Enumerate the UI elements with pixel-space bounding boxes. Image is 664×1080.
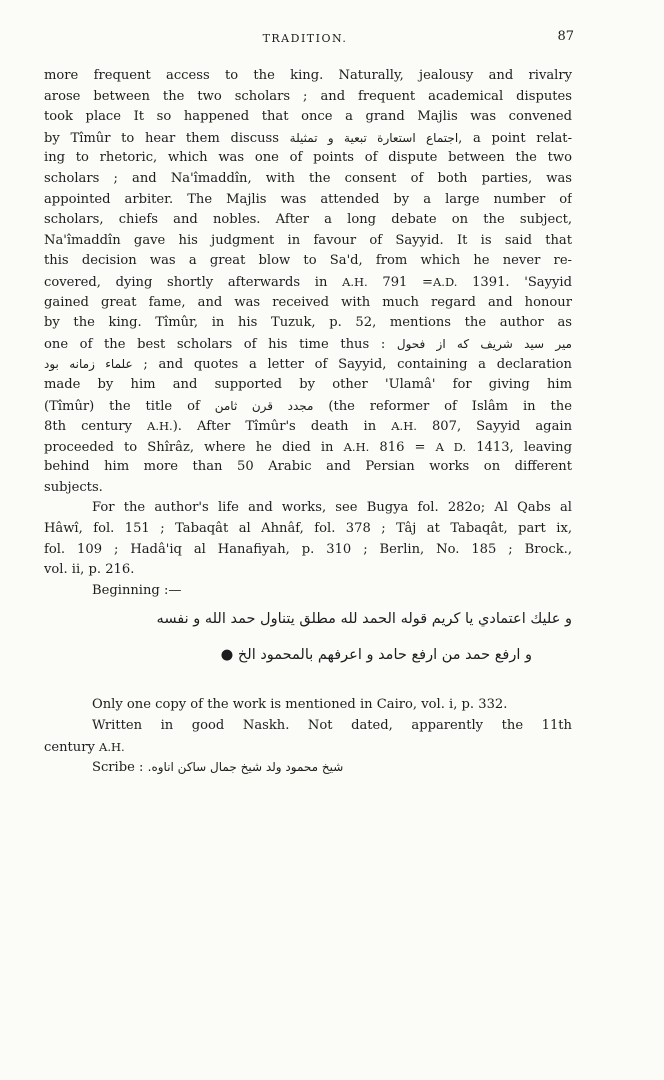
text-span: by Tîmûr to hear them discuss — [44, 130, 279, 146]
text-line: scholars ; and Na'îmaddîn, with the consent of both parties, was — [44, 170, 572, 186]
text-span: ). After Tîmûr's death in — [172, 419, 392, 435]
text-span: (the reformer of Islâm in the — [313, 398, 572, 414]
era-abbrev: A.H. — [99, 739, 125, 754]
era-abbrev: A.H. — [342, 274, 368, 289]
paragraph-references — [44, 498, 572, 580]
arabic-phrase: اجتماع استعارة تبعية و تمثيلة — [289, 130, 459, 145]
text-line — [44, 437, 572, 458]
text-line: by the king. Tîmûr, in his Tuzuk, p. 52, mentions the author as — [44, 315, 572, 331]
text-span: covered, dying shortly afterwards in — [44, 274, 328, 290]
text-span: (Tîmûr) the title of — [44, 398, 200, 414]
text-line: Hâwî, fol. 151 ; Tabaqât al Ahnâf, fol. 378 ; Tâj at Tabaqât, part ix, — [44, 521, 572, 537]
text-span: one of the best scholars of his time thus : — [44, 336, 386, 352]
text-line: For the author's life and works, see Bugya fol. 282o; Al Qabs al — [92, 500, 572, 516]
text-line: made by him and supported by other 'Ulamâ' for giving him — [44, 376, 572, 392]
text-line: subjects. — [44, 479, 103, 495]
scribe-line — [44, 757, 572, 778]
era-abbrev: A D. — [435, 439, 467, 454]
paragraph-biography — [44, 66, 572, 498]
text-line: took place It so happened that once a grand Majlis was convened — [44, 109, 572, 125]
text-line: behind him more than 50 Arabic and Persian works on different — [44, 459, 572, 475]
arabic-line: و ارفع حمد من ارفع حامد و اعرفهم بالمحمود الخ ● — [220, 647, 532, 664]
text-span: ; and quotes a letter of Sayyid, containing a declaration — [132, 357, 572, 373]
arabic-line: و عليك اعتمادي يا كريم قوله الحمد لله مطلق يتناول حمد الله و نفسه — [156, 611, 572, 628]
scribe-label: Scribe : — [92, 760, 144, 776]
text-span: 816 = — [369, 439, 436, 455]
text-line: this decision was a great blow to Sa'd, from which he never re- — [44, 253, 572, 269]
text-line — [44, 334, 572, 355]
text-line: arose between the two scholars ; and frequent academical disputes — [44, 88, 572, 104]
text-span: 1413, leaving — [466, 439, 572, 455]
running-title: TRADITION. — [262, 32, 348, 45]
text-line — [44, 272, 572, 293]
text-span: 807, Sayyid again — [416, 419, 572, 435]
text-line: Written in good Naskh. Not dated, apparently the 11th — [92, 718, 572, 734]
arabic-incipit — [44, 601, 572, 673]
text-line: scholars, chiefs and nobles. After a long debate on the subject, — [44, 212, 572, 228]
era-abbrev: A.H. — [391, 419, 417, 434]
text-span: 8th century — [44, 419, 148, 435]
text-line: vol. ii, p. 216. — [44, 562, 135, 578]
text-line: gained great fame, and was received with much regard and honour — [44, 294, 572, 310]
spacer — [44, 673, 572, 695]
arabic-scribe: شيخ محمود ولد شيخ جمال ساكن اناوه. — [147, 760, 344, 775]
text-line — [44, 128, 572, 149]
text-span: 1391. 'Sayyid — [457, 274, 572, 290]
era-abbrev: A.H. — [343, 439, 370, 454]
text-span: , a point relat- — [458, 130, 572, 146]
text-line: appointed arbiter. The Majlis was attended by a large number of — [44, 191, 572, 207]
text-line: more frequent access to the king. Naturally, jealousy and rivalry — [44, 68, 572, 83]
text-line: fol. 109 ; Hadâ'iq al Hanafiyah, p. 310 ; Berlin, No. 185 ; Brock., — [44, 541, 572, 557]
text-line — [44, 737, 572, 758]
paragraph-notes — [44, 695, 572, 777]
arabic-phrase: مجدد قرن ثامن — [214, 398, 314, 413]
text-line — [44, 396, 572, 417]
era-abbrev: A.H. — [147, 419, 173, 434]
text-line — [44, 354, 572, 375]
text-line — [44, 416, 572, 437]
beginning-label: Beginning :— — [92, 582, 182, 598]
era-abbrev: A.D. — [433, 274, 458, 289]
arabic-phrase: مير سيد شريف كه از فحول — [396, 336, 572, 351]
text-line: Na'îmaddîn gave his judgment in favour of Sayyid. It is said that — [44, 232, 572, 248]
body-text — [44, 66, 572, 778]
arabic-phrase: علماء زمانه بود — [44, 357, 133, 372]
text-line: ing to rhetoric, which was one of points of dispute between the two — [44, 150, 572, 166]
running-header — [44, 29, 574, 47]
page-number: 87 — [557, 29, 574, 44]
text-span: proceeded to Shîrâz, where he died in — [44, 439, 344, 455]
text-span: century — [44, 739, 100, 755]
text-span: 791 = — [367, 274, 433, 290]
text-line: Only one copy of the work is mentioned in Cairo, vol. i, p. 332. — [92, 697, 508, 713]
